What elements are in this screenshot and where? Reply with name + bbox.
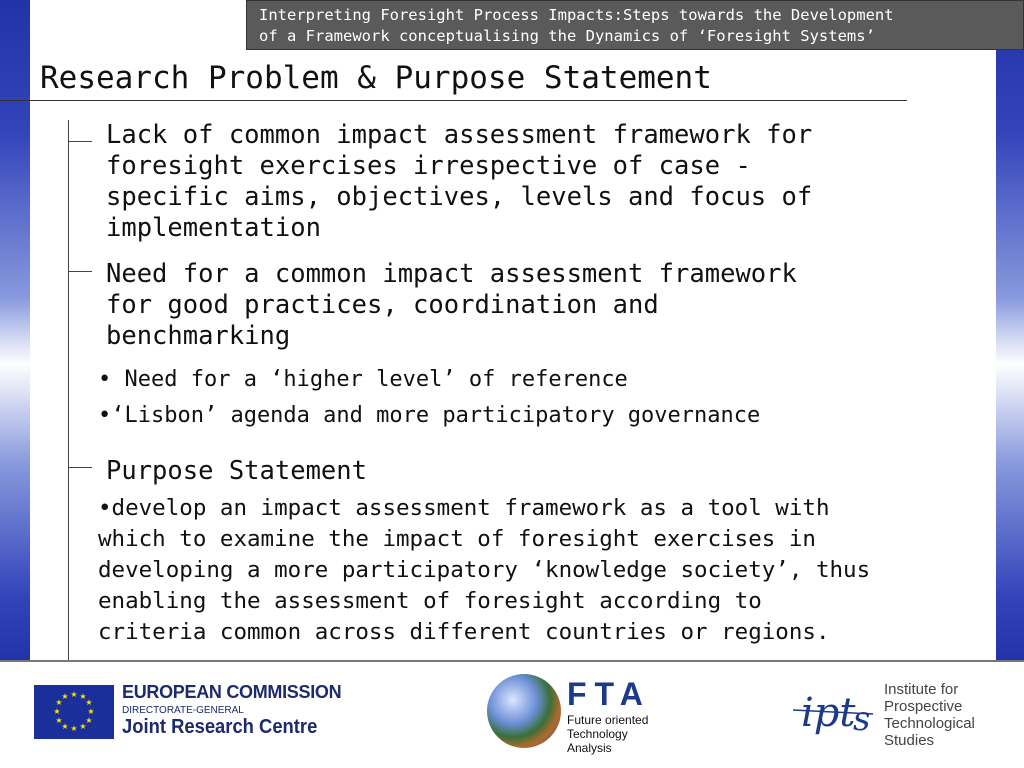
ipts-name: Institute for Prospective Technological Studies <box>884 681 975 749</box>
ec-jrc: Joint Research Centre <box>122 716 318 738</box>
svg-text:★: ★ <box>53 707 61 716</box>
purpose-statement-heading: Purpose Statement <box>106 456 367 486</box>
svg-text:★: ★ <box>85 716 93 725</box>
title-divider <box>0 100 907 101</box>
ec-directorate: DIRECTORATE-GENERAL <box>122 705 244 716</box>
svg-text:★: ★ <box>85 698 93 707</box>
running-title-banner <box>246 0 1024 50</box>
sub-bullet-higher-level: • Need for a ‘higher level’ of reference <box>98 367 628 392</box>
outline-tick-3 <box>68 467 92 468</box>
svg-text:★: ★ <box>87 707 95 716</box>
svg-text:★: ★ <box>55 698 63 707</box>
svg-text:ipt: ipt <box>801 690 856 736</box>
svg-text:s: s <box>853 699 871 739</box>
svg-text:★: ★ <box>55 716 63 725</box>
right-gradient-bar <box>996 0 1024 662</box>
ec-name: EUROPEAN COMMISSION <box>122 682 342 702</box>
outline-tick-2 <box>68 271 92 272</box>
european-commission-logo <box>122 682 341 739</box>
point-need-for-framework: Need for a common impact assessment framework for good practices, coordination and benchmarking <box>106 259 797 351</box>
svg-text:★: ★ <box>79 722 87 731</box>
svg-text:★: ★ <box>79 692 87 701</box>
running-title: Interpreting Foresight Process Impacts:Steps towards the Development of a Framework conceptualising the Dynamics of ‘Foresight Systems’ <box>259 6 894 45</box>
slide-title: Research Problem & Purpose Statement <box>40 60 712 96</box>
svg-text:★: ★ <box>61 692 69 701</box>
outline-tick-1 <box>68 141 92 142</box>
eu-flag-icon <box>34 685 114 739</box>
outline-vertical-line <box>68 120 69 660</box>
purpose-statement-body: •develop an impact assessment framework as a tool with which to examine the impact of foresight exercises in developing a more participatory ‘knowledge society’, thus enabling the assessment of foresight according to criteria common across different countries or regions. <box>98 495 871 645</box>
fta-fullname: Future oriented Technology Analysis <box>567 713 649 755</box>
point-lack-of-framework: Lack of common impact assessment framework for foresight exercises irrespective of case - specific aims, objectives, levels and focus of implementation <box>106 120 813 243</box>
sub-bullet-lisbon-agenda: •‘Lisbon’ agenda and more participatory governance <box>98 403 761 428</box>
svg-text:★: ★ <box>70 690 78 699</box>
globe-icon <box>487 674 561 748</box>
fta-acronym: FTA <box>567 676 651 712</box>
svg-text:★: ★ <box>61 722 69 731</box>
svg-text:★: ★ <box>70 724 78 733</box>
ipts-logo-icon <box>793 680 875 742</box>
